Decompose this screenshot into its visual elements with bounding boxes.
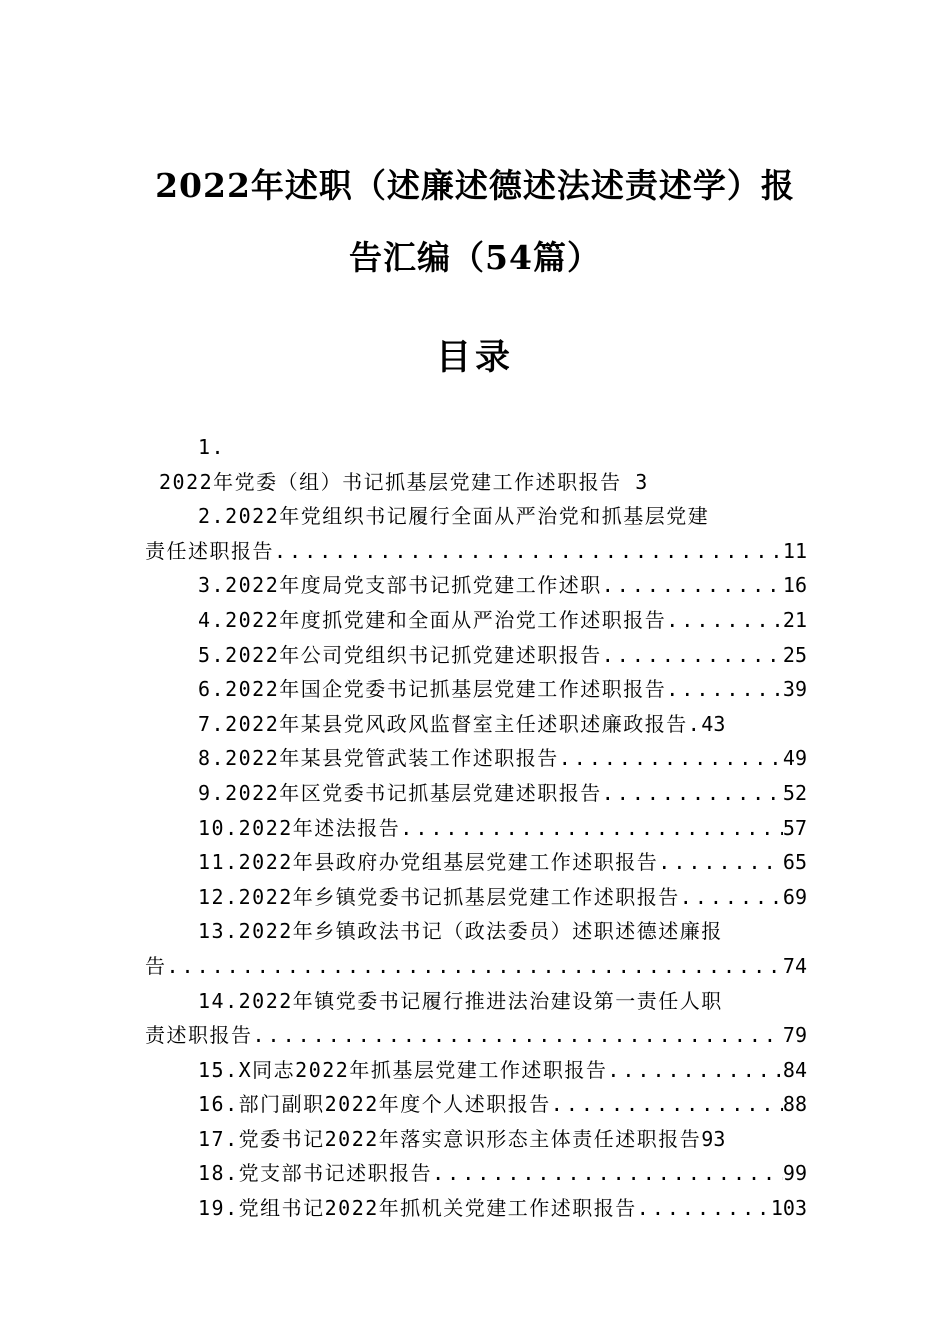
toc-entry-number: 1. (198, 435, 226, 459)
toc-entry-text: 17.党委书记2022年落实意识形态主体责任述职报告 (198, 1126, 702, 1151)
toc-page-number: 88 (782, 1092, 807, 1117)
toc-entry-text: 2022年党委（组）书记抓基层党建工作述职报告 3 (159, 469, 649, 494)
toc-leader-dots (602, 638, 783, 673)
toc-leader-dots (602, 776, 783, 811)
toc-entry[interactable] (145, 880, 807, 915)
toc-page-number: 84 (782, 1057, 807, 1082)
toc-entry-13-line-2[interactable] (145, 949, 807, 984)
toc-entry-text: 8.2022年某县党管武装工作述职报告 (198, 746, 559, 771)
toc-entry-14-line-2[interactable] (145, 1018, 807, 1053)
toc-heading: 目录 (435, 337, 514, 378)
toc-entry[interactable] (145, 1191, 807, 1226)
toc-entry-1-number[interactable] (145, 430, 807, 465)
toc-entry-2-line-1[interactable] (145, 499, 807, 534)
toc-entry-text: 2.2022年党组织书记履行全面从严治党和抓基层党建 (198, 504, 710, 529)
toc-entry-text: 3.2022年度局党支部书记抓党建工作述职 (198, 573, 602, 598)
toc-entry[interactable] (145, 1087, 807, 1122)
toc-entry[interactable] (145, 568, 807, 603)
toc-leader-dots (680, 880, 783, 915)
toc-entry-text: 9.2022年区党委书记抓基层党建述职报告 (198, 780, 602, 805)
toc-entry-text: 责述职报告 (145, 1023, 253, 1048)
toc-page-number: 25 (782, 642, 807, 667)
toc-entry[interactable] (145, 1156, 807, 1191)
toc-leader-dots (637, 1191, 771, 1226)
toc-entry[interactable] (145, 845, 807, 880)
toc-entry-text: 7.2022年某县党风政风监督室主任述职述廉政报告. (198, 711, 702, 736)
toc-entry-text: 11.2022年县政府办党组基层党建工作述职报告 (198, 850, 659, 875)
toc-entry[interactable] (145, 638, 807, 673)
toc-entry[interactable] (145, 811, 807, 846)
toc-leader-dots (253, 1018, 783, 1053)
toc-leader-dots (666, 603, 783, 638)
toc-leader-dots (551, 1087, 783, 1122)
toc-page-number: 21 (782, 607, 807, 632)
toc-entry-14-line-1[interactable] (145, 984, 807, 1019)
toc-entry-text: 4.2022年度抓党建和全面从严治党工作述职报告 (198, 607, 667, 632)
toc-entry-text: 12.2022年乡镇党委书记抓基层党建工作述职报告 (198, 884, 680, 909)
toc-entry-text: 19.党组书记2022年抓机关党建工作述职报告 (198, 1196, 637, 1221)
document-title-line-1: 2022年述职（述廉述德述法述责述学）报 (155, 166, 795, 205)
toc-entry[interactable] (145, 1122, 807, 1157)
table-of-contents (145, 430, 807, 1226)
toc-entry-13-line-1[interactable] (145, 914, 807, 949)
toc-page-number: 43 (701, 711, 726, 736)
toc-page-number: 16 (782, 573, 807, 598)
toc-page-number: 93 (701, 1126, 726, 1151)
toc-entry-text: 14.2022年镇党委书记履行推进法治建设第一责任人职 (198, 988, 723, 1013)
toc-entry-1[interactable] (145, 465, 807, 500)
toc-page-number: 52 (782, 780, 807, 805)
toc-entry[interactable] (145, 672, 807, 707)
toc-entry-text: 责任述职报告 (145, 538, 274, 563)
toc-leader-dots (400, 811, 783, 846)
document-title (0, 150, 950, 294)
toc-entry-text: 告 (145, 953, 167, 978)
document-title-line-2: 告汇编（54篇） (349, 238, 601, 277)
toc-page-number: 57 (782, 815, 807, 840)
toc-entry-text: 13.2022年乡镇政法书记（政法委员）述职述德述廉报 (198, 919, 723, 944)
toc-entry-text: 15.X同志2022年抓基层党建工作述职报告 (198, 1057, 608, 1082)
toc-leader-dots (559, 741, 783, 776)
toc-page-number: 11 (782, 538, 807, 563)
toc-page-number: 39 (782, 677, 807, 702)
toc-entry-2-line-2[interactable] (145, 534, 807, 569)
toc-entry-text: 5.2022年公司党组织书记抓党建述职报告 (198, 642, 602, 667)
toc-entry[interactable] (145, 1053, 807, 1088)
toc-page-number: 99 (782, 1161, 807, 1186)
toc-leader-dots (607, 1053, 783, 1088)
toc-entry[interactable] (145, 776, 807, 811)
toc-leader-dots (167, 949, 783, 984)
toc-page-number: 74 (782, 953, 807, 978)
toc-entry[interactable] (145, 707, 807, 742)
toc-entry-text: 10.2022年述法报告 (198, 815, 401, 840)
toc-leader-dots (666, 672, 783, 707)
toc-entry-text: 18.党支部书记述职报告 (198, 1161, 433, 1186)
toc-leader-dots (658, 845, 783, 880)
toc-entry[interactable] (145, 741, 807, 776)
toc-leader-dots (274, 534, 783, 569)
toc-page-number: 103 (770, 1196, 807, 1221)
toc-page-number: 65 (782, 850, 807, 875)
toc-leader-dots (432, 1156, 783, 1191)
toc-entry[interactable] (145, 603, 807, 638)
toc-page-number: 49 (782, 746, 807, 771)
toc-page-number: 69 (782, 884, 807, 909)
toc-page-number: 79 (782, 1023, 807, 1048)
toc-entry-text: 16.部门副职2022年度个人述职报告 (198, 1092, 551, 1117)
toc-leader-dots (602, 568, 783, 603)
toc-entry-text: 6.2022年国企党委书记抓基层党建工作述职报告 (198, 677, 667, 702)
